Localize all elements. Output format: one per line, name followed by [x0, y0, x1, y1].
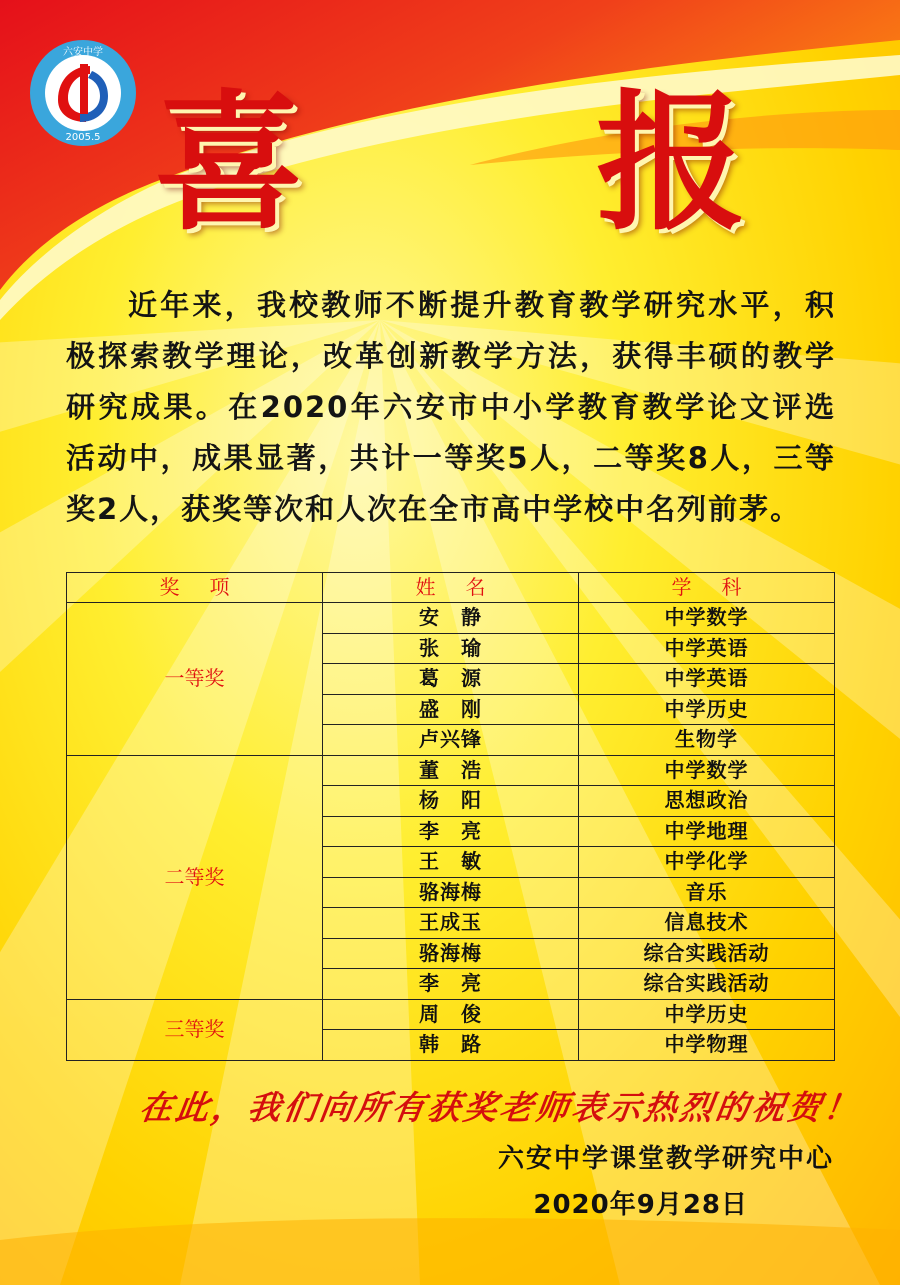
award-table-body: [67, 603, 835, 1061]
teacher-name-cell: 葛 源: [323, 664, 579, 695]
teacher-name-cell: 安 静: [323, 603, 579, 634]
award-table: [66, 572, 835, 1061]
subject-cell: 生物学: [579, 725, 835, 756]
teacher-name-cell: 杨 阳: [323, 786, 579, 817]
subject-cell: 中学数学: [579, 603, 835, 634]
subject-cell: 中学历史: [579, 999, 835, 1030]
subject-cell: 综合实践活动: [579, 938, 835, 969]
award-level-cell: 三等奖: [67, 999, 323, 1060]
teacher-name-cell: 王成玉: [323, 908, 579, 939]
teacher-name-cell: 李 亮: [323, 816, 579, 847]
header-award: 奖项: [67, 573, 323, 603]
teacher-name-cell: 周 俊: [323, 999, 579, 1030]
organization-name: 六安中学课堂教学研究中心: [497, 1144, 834, 1174]
congratulations-text: 在此，我们向所有获奖老师表示热烈的祝贺！: [136, 1088, 863, 1127]
subject-cell: 中学历史: [579, 694, 835, 725]
teacher-name-cell: 盛 刚: [323, 694, 579, 725]
bottom-band: [0, 1218, 900, 1285]
teacher-name-cell: 董 浩: [323, 755, 579, 786]
subject-cell: 信息技术: [579, 908, 835, 939]
teacher-name-cell: 张 瑜: [323, 633, 579, 664]
subject-cell: 中学英语: [579, 664, 835, 695]
emblem-year: 2005.5: [65, 132, 101, 143]
award-level-cell: 一等奖: [67, 603, 323, 756]
award-level-cell: 二等奖: [67, 755, 323, 999]
teacher-name-cell: 骆海梅: [323, 938, 579, 969]
poster-title: 喜 报: [153, 75, 867, 251]
teacher-name-cell: 韩 路: [323, 1030, 579, 1061]
subject-cell: 中学地理: [579, 816, 835, 847]
table-row: [67, 755, 835, 786]
teacher-name-cell: 李 亮: [323, 969, 579, 1000]
teacher-name-cell: 王 敏: [323, 847, 579, 878]
subject-cell: 音乐: [579, 877, 835, 908]
table-row: [67, 603, 835, 634]
emblem-text: 六安中学: [63, 47, 103, 58]
issue-date: 2020年9月28日: [533, 1190, 748, 1220]
subject-cell: 中学物理: [579, 1030, 835, 1061]
table-row: [67, 999, 835, 1030]
subject-cell: 中学化学: [579, 847, 835, 878]
subject-cell: 中学数学: [579, 755, 835, 786]
header-subject: 学科: [579, 573, 835, 603]
table-header-row: [67, 573, 835, 603]
subject-cell: 综合实践活动: [579, 969, 835, 1000]
teacher-name-cell: 骆海梅: [323, 877, 579, 908]
header-name: 姓名: [323, 573, 579, 603]
intro-paragraph: 近年来，我校教师不断提升教育教学研究水平，积极探索教学理论，改革创新教学方法，获得丰硕的教学研究成果。在2020年六安市中小学教育教学论文评选活动中，成果显著，共计一等奖5人，二等奖8人，三等奖2人，获奖等次和人次在全市高中学校中名列前茅。: [66, 288, 836, 526]
subject-cell: 中学英语: [579, 633, 835, 664]
subject-cell: 思想政治: [579, 786, 835, 817]
teacher-name-cell: 卢兴锋: [323, 725, 579, 756]
